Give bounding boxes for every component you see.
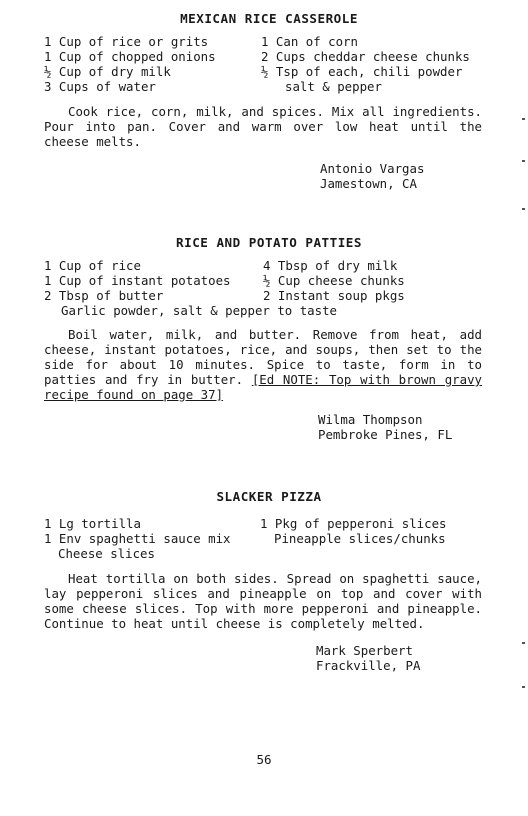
author-name: Antonio Vargas — [320, 161, 425, 176]
ingredient-extra: Garlic powder, salt & pepper to taste — [61, 303, 338, 318]
page-number: 56 — [256, 752, 272, 767]
recipe-slacker-pizza — [44, 489, 484, 673]
author-location: Frackville, PA — [316, 658, 421, 673]
ingredients-right — [260, 516, 447, 546]
directions: Heat tortilla on both sides. Spread on spaghetti sauce, lay pepperoni slices and pineapple on top and cover with some cheese slices. Top with more pepperoni and pineapple. Continue to heat until cheese is completely melted. — [44, 571, 482, 631]
ingredient: 1 Cup of rice or grits — [44, 34, 209, 49]
ingredients-right — [261, 34, 470, 94]
ingredient: salt & pepper — [285, 79, 382, 94]
ingredient: 1 Cup of instant potatoes — [44, 273, 231, 288]
ingredient: 2 Instant soup pkgs — [263, 288, 405, 303]
recipe-title: SLACKER PIZZA — [216, 489, 322, 504]
ingredient: ½ Cup of dry milk — [44, 64, 171, 79]
recipe-title: MEXICAN RICE CASSEROLE — [180, 11, 358, 26]
ingredient: 1 Can of corn — [261, 34, 358, 49]
scan-mark — [522, 642, 525, 644]
ingredient: Cheese slices — [58, 546, 155, 561]
author-location: Pembroke Pines, FL — [318, 427, 453, 442]
ingredient: 1 Cup of rice — [44, 258, 141, 273]
author-location: Jamestown, CA — [320, 176, 417, 191]
ingredients — [44, 258, 484, 303]
ingredient: 2 Tbsp of butter — [44, 288, 164, 303]
ingredient: 1 Pkg of pepperoni slices — [260, 516, 447, 531]
author-block — [320, 161, 484, 191]
ingredient: 1 Env spaghetti sauce mix — [44, 531, 231, 546]
ingredients — [44, 516, 484, 561]
ingredient: 2 Cups cheddar cheese chunks — [261, 49, 470, 64]
ingredient: 3 Cups of water — [44, 79, 156, 94]
ingredients — [44, 34, 484, 94]
ingredient: Pineapple slices/chunks — [274, 531, 446, 546]
scan-mark — [522, 686, 525, 688]
scan-mark — [522, 160, 525, 162]
directions-text: Boil water, milk, and butter. Remove from heat, add cheese, instant potatoes, rice, and soups, then set to the side for about 10 minutes. Spice to taste, form in to patties and fry in butter. — [44, 327, 482, 387]
scan-mark — [522, 118, 525, 120]
author-block — [316, 643, 484, 673]
ingredient: ½ Tsp of each, chili powder — [261, 64, 463, 79]
recipe-rice-and-potato-patties — [44, 235, 484, 442]
scan-mark — [522, 208, 525, 210]
editor-note: [Ed NOTE: Top with brown gravy recipe found on page 37] — [44, 372, 482, 402]
ingredient: 4 Tbsp of dry milk — [263, 258, 398, 273]
author-name: Mark Sperbert — [316, 643, 413, 658]
ingredients-left — [44, 34, 216, 94]
ingredients-right — [263, 258, 405, 303]
author-name: Wilma Thompson — [318, 412, 423, 427]
ingredient: 1 Lg tortilla — [44, 516, 141, 531]
author-block — [318, 412, 484, 442]
recipe-mexican-rice-casserole — [44, 11, 484, 191]
recipe-title: RICE AND POTATO PATTIES — [176, 235, 362, 250]
directions: Cook rice, corn, milk, and spices. Mix all ingredients. Pour into pan. Cover and warm over low heat until the cheese melts. — [44, 104, 482, 149]
ingredients-left — [44, 258, 231, 303]
ingredient: 1 Cup of chopped onions — [44, 49, 216, 64]
ingredients-left — [44, 516, 231, 561]
directions — [44, 327, 482, 402]
ingredient: ½ Cup cheese chunks — [263, 273, 405, 288]
